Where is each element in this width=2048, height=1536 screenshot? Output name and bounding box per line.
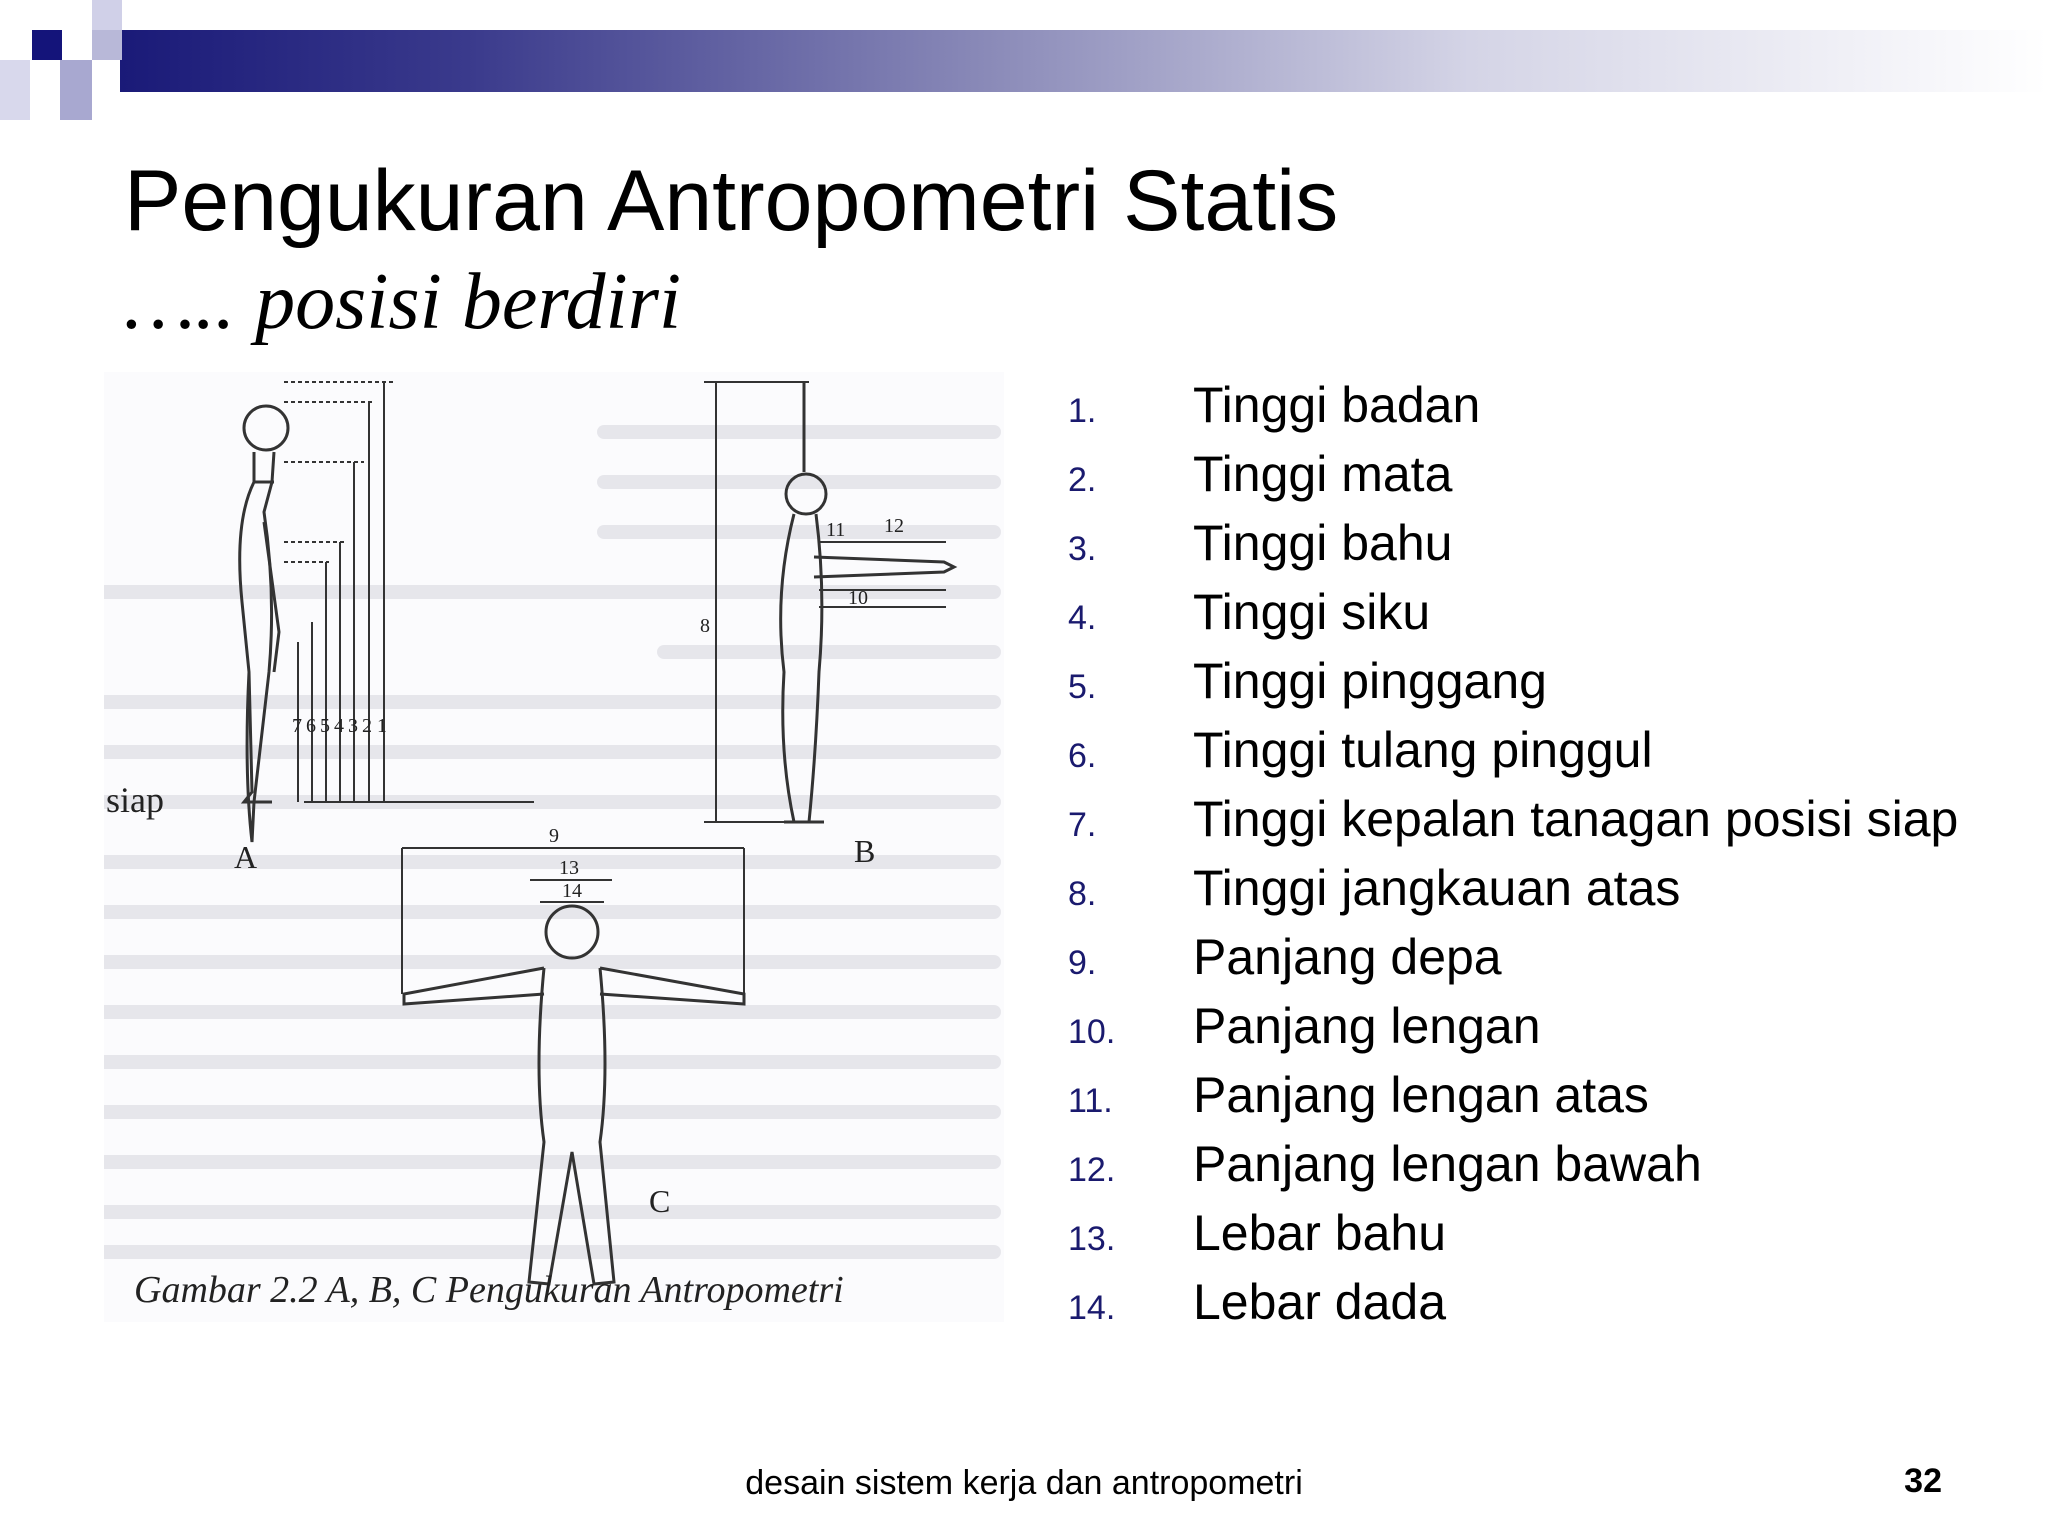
anthropometry-figure: [104, 372, 1004, 1322]
label-siap: siap: [106, 780, 164, 820]
list-item-number: 6.: [1068, 737, 1097, 775]
figure-a: [240, 406, 288, 842]
header-gradient-bar: [120, 30, 2048, 92]
measure-number-3: 3: [348, 715, 358, 737]
measure-number-11: 11: [826, 519, 846, 541]
list-item-text: Tinggi tulang pinggul: [1193, 722, 1653, 778]
header-square: [0, 0, 32, 30]
measure-number-9: 9: [549, 825, 559, 847]
list-item-text: Panjang depa: [1193, 929, 1502, 985]
list-item-number: 12.: [1068, 1151, 1116, 1189]
list-item: [1068, 999, 2008, 1054]
list-item-text: Tinggi badan: [1193, 377, 1481, 433]
list-item-text: Tinggi kepalan tanagan posisi siap: [1193, 791, 1959, 847]
measure-numbers-a: [292, 715, 387, 737]
list-item-text: Lebar dada: [1193, 1274, 1447, 1330]
header-square: [60, 60, 92, 120]
list-item-number: 11.: [1068, 1082, 1113, 1120]
measure-number-7: 7: [292, 715, 302, 737]
measure-number-2: 2: [362, 715, 372, 737]
measure-number-6: 6: [306, 715, 316, 737]
measure-number-1: 1: [377, 715, 387, 737]
list-item-text: Tinggi mata: [1193, 446, 1453, 502]
list-item: [1068, 1137, 2008, 1192]
list-item: [1068, 930, 2008, 985]
list-item-text: Tinggi pinggang: [1193, 653, 1547, 709]
list-item: [1068, 792, 2008, 847]
list-item: [1068, 447, 2008, 502]
list-item-number: 8.: [1068, 875, 1097, 913]
list-item: [1068, 1206, 2008, 1261]
label-a: A: [234, 839, 258, 875]
list-item: [1068, 1068, 2008, 1123]
list-item: [1068, 378, 2008, 433]
list-item: [1068, 1275, 2008, 1330]
list-item-number: 13.: [1068, 1220, 1116, 1258]
measurement-list: [1068, 378, 2008, 1344]
list-item-text: Tinggi bahu: [1193, 515, 1453, 571]
header-square: [92, 0, 122, 30]
slide-title: Pengukuran Antropometri Statis: [124, 153, 1339, 249]
measure-number-4: 4: [334, 715, 344, 737]
list-item-number: 4.: [1068, 599, 1097, 637]
list-item-text: Panjang lengan atas: [1193, 1067, 1649, 1123]
measure-number-10: 10: [848, 587, 868, 609]
label-b: B: [854, 833, 876, 869]
measure-number-13: 13: [559, 857, 579, 879]
measure-number-14: 14: [562, 880, 582, 902]
list-item-number: 3.: [1068, 530, 1097, 568]
slide-footer: desain sistem kerja dan antropometri: [745, 1464, 1303, 1502]
list-item-number: 14.: [1068, 1289, 1116, 1327]
header-square: [92, 30, 122, 60]
list-item-text: Panjang lengan bawah: [1193, 1136, 1702, 1192]
header-square: [0, 60, 30, 120]
page-number: 32: [1904, 1462, 1942, 1500]
list-item-text: Tinggi jangkauan atas: [1193, 860, 1681, 916]
figure-caption: Gambar 2.2 A, B, C Pengukuran Antropometri: [134, 1269, 844, 1311]
header-square: [32, 30, 62, 60]
list-item-number: 2.: [1068, 461, 1097, 499]
list-item: [1068, 723, 2008, 778]
list-item-text: Panjang lengan: [1193, 998, 1541, 1054]
list-item-text: Tinggi siku: [1193, 584, 1431, 640]
list-item: [1068, 861, 2008, 916]
measure-number-12: 12: [884, 515, 904, 537]
anthropometry-illustration: [104, 372, 1004, 1322]
list-item-number: 9.: [1068, 944, 1097, 982]
slide-subtitle: ….. posisi berdiri: [124, 258, 682, 346]
list-item: [1068, 654, 2008, 709]
list-item: [1068, 585, 2008, 640]
list-item-number: 10.: [1068, 1013, 1116, 1051]
list-item-number: 5.: [1068, 668, 1097, 706]
list-item-number: 7.: [1068, 806, 1097, 844]
list-item: [1068, 516, 2008, 571]
measure-number-5: 5: [320, 715, 330, 737]
measure-number-8: 8: [700, 615, 710, 637]
list-item-text: Lebar bahu: [1193, 1205, 1447, 1261]
list-item-number: 1.: [1068, 392, 1097, 430]
label-c: C: [649, 1183, 671, 1219]
